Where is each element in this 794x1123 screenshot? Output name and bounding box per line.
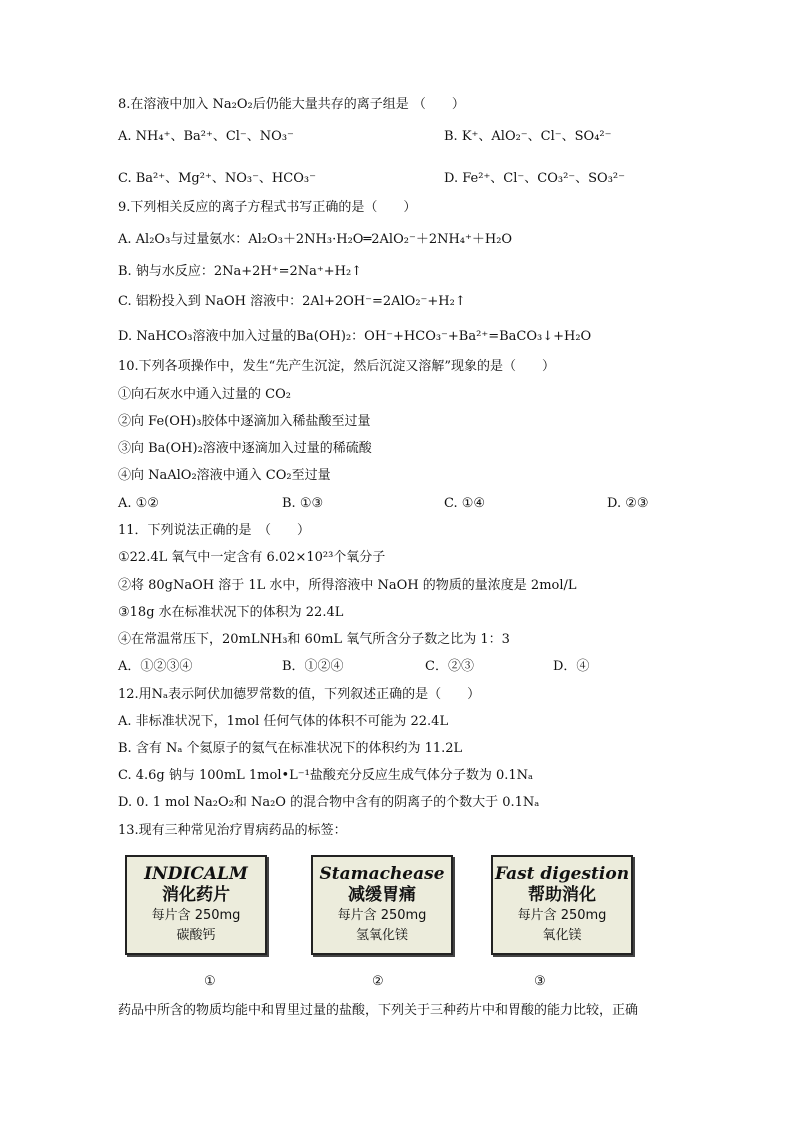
drug-label-brand: INDICALM <box>144 864 248 884</box>
drug-label-component: 碳酸钙 <box>176 928 216 943</box>
q12-option-a: A. 非标准状况下，1mol 任何气体的体积不可能为 22.4L <box>118 714 449 729</box>
q10-item-4: ④向 NaAlO₂溶液中通入 CO₂至过量 <box>118 468 331 483</box>
drug-label-1 <box>125 855 267 955</box>
drug-label-dose: 每片含 250mg <box>517 908 607 923</box>
drug-label-number-2: ② <box>372 974 384 989</box>
q12-option-b: B. 含有 Nₐ 个氦原子的氦气在标准状况下的体积约为 11.2L <box>118 741 463 756</box>
q8-option-a: A. NH₄⁺、Ba²⁺、Cl⁻、NO₃⁻ <box>118 129 294 144</box>
q11-stem: 11．下列说法正确的是 （ ） <box>118 523 311 538</box>
q10-option-b: B. ①③ <box>282 496 324 511</box>
drug-label-dose: 每片含 250mg <box>151 908 241 923</box>
q8-option-d: D. Fe²⁺、Cl⁻、CO₃²⁻、SO₃²⁻ <box>444 171 626 186</box>
q10-item-1: ①向石灰水中通入过量的 CO₂ <box>118 387 291 402</box>
drug-label-3 <box>491 855 633 955</box>
drug-label-component: 氢氧化镁 <box>355 928 408 943</box>
q11-option-c: C．②③ <box>425 659 474 674</box>
drug-label-name: 消化药片 <box>162 885 230 905</box>
q10-stem: 10.下列各项操作中，发生“先产生沉淀，然后沉淀又溶解”现象的是（ ） <box>118 359 555 374</box>
drug-label-name: 减缓胃痛 <box>348 885 416 905</box>
drug-label-number-3: ③ <box>534 974 546 989</box>
q11-option-d: D．④ <box>553 659 590 674</box>
q8-option-b: B. K⁺、AlO₂⁻、Cl⁻、SO₄²⁻ <box>444 129 612 144</box>
drug-label-brand: Fast digestion <box>494 864 630 884</box>
drug-label-dose: 每片含 250mg <box>337 908 427 923</box>
drug-label-brand: Stamachease <box>319 864 445 884</box>
q13-stem: 13.现有三种常见治疗胃病药品的标签： <box>118 823 347 838</box>
q9-option-b: B. 钠与水反应：2Na+2H⁺=2Na⁺+H₂↑ <box>118 264 363 279</box>
q11-item-4: ④在常温常压下，20mLNH₃和 60mL 氧气所含分子数之比为 1：3 <box>118 632 510 647</box>
drug-label-name: 帮助消化 <box>528 885 596 905</box>
q11-item-3: ③18g 水在标准状况下的体积为 22.4L <box>118 605 344 620</box>
q8-stem: 8.在溶液中加入 Na₂O₂后仍能大量共存的离子组是 （ ） <box>118 97 465 112</box>
q12-stem: 12.用Nₐ表示阿伏加德罗常数的值，下列叙述正确的是（ ） <box>118 687 481 702</box>
q9-stem: 9.下列相关反应的离子方程式书写正确的是（ ） <box>118 200 417 215</box>
drug-label-component: 氧化镁 <box>542 928 582 943</box>
q11-item-1: ①22.4L 氧气中一定含有 6.02×10²³个氧分子 <box>118 550 386 565</box>
q8-option-c: C. Ba²⁺、Mg²⁺、NO₃⁻、HCO₃⁻ <box>118 171 316 186</box>
q10-item-2: ②向 Fe(OH)₃胶体中逐滴加入稀盐酸至过量 <box>118 414 371 429</box>
q10-option-a: A. ①② <box>118 496 159 511</box>
q11-item-2: ②将 80gNaOH 溶于 1L 水中，所得溶液中 NaOH 的物质的量浓度是 2mol/L <box>118 578 577 593</box>
q10-item-3: ③向 Ba(OH)₂溶液中逐滴加入过量的稀硫酸 <box>118 441 372 456</box>
drug-label-number-1: ① <box>204 974 216 989</box>
q11-option-a: A．①②③④ <box>118 659 193 674</box>
q10-option-c: C. ①④ <box>444 496 486 511</box>
q9-option-d: D. NaHCO₃溶液中加入过量的Ba(OH)₂：OH⁻+HCO₃⁻+Ba²⁺=BaCO₃↓+H₂O <box>118 329 592 344</box>
q11-option-b: B．①②④ <box>282 659 344 674</box>
q9-option-a: A. Al₂O₃与过量氨水：Al₂O₃＋2NH₃·H₂O═2AlO₂⁻＋2NH₄⁺＋H₂O <box>118 232 513 247</box>
q13-tail-text: 药品中所含的物质均能中和胃里过量的盐酸，下列关于三种药片中和胃酸的能力比较，正确 <box>118 1003 639 1018</box>
q9-option-c: C. 铝粉投入到 NaOH 溶液中：2Al+2OH⁻=2AlO₂⁻+H₂↑ <box>118 294 466 309</box>
q12-option-c: C. 4.6g 钠与 100mL 1mol•L⁻¹盐酸充分反应生成气体分子数为 0.1Nₐ <box>118 768 534 783</box>
q12-option-d: D. 0. 1 mol Na₂O₂和 Na₂O 的混合物中含有的阴离子的个数大于 0.1Nₐ <box>118 795 540 810</box>
q10-option-d: D. ②③ <box>607 496 649 511</box>
drug-label-2 <box>311 855 453 955</box>
